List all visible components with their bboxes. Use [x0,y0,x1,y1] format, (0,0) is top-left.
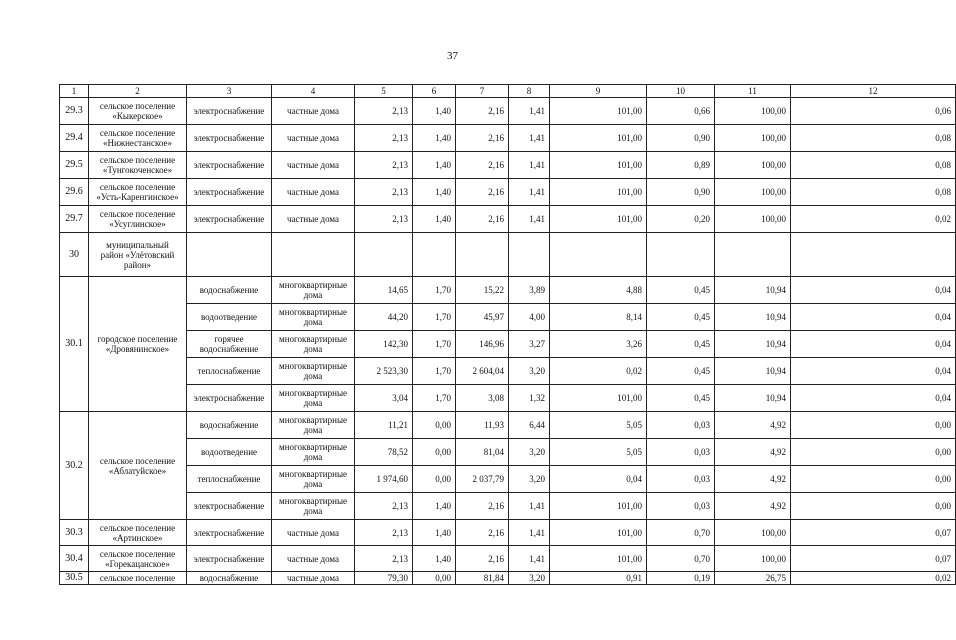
cell-col5: 14,65 [355,277,413,304]
cell-row-number: 29.7 [60,206,89,233]
cell-housing-type: многоквартирные дома [272,331,355,358]
cell-housing-type: многоквартирные дома [272,385,355,412]
cell-col12: 0,02 [791,206,956,233]
cell-col5: 79,30 [355,572,413,585]
cell-col5: 142,30 [355,331,413,358]
cell-empty [509,233,550,277]
cell-col11: 10,94 [715,358,791,385]
cell-col10: 0,03 [647,439,715,466]
cell-col7: 15,22 [456,277,509,304]
cell-col6: 1,40 [413,98,456,125]
cell-service: электроснабжение [187,385,272,412]
cell-col6: 1,70 [413,277,456,304]
cell-col9: 101,00 [550,385,647,412]
cell-col5: 2,13 [355,520,413,546]
cell-col11: 4,92 [715,466,791,493]
cell-col9: 4,88 [550,277,647,304]
cell-col10: 0,66 [647,98,715,125]
cell-col11: 100,00 [715,206,791,233]
cell-col12: 0,08 [791,125,956,152]
cell-row-number: 30 [60,233,89,277]
cell-row-number: 30.5 [60,572,89,585]
column-header: 10 [647,85,715,98]
cell-service: водоотведение [187,439,272,466]
cell-col11: 100,00 [715,520,791,546]
cell-service: электроснабжение [187,179,272,206]
cell-col8: 1,41 [509,125,550,152]
cell-service: электроснабжение [187,546,272,572]
cell-service: теплоснабжение [187,466,272,493]
cell-settlement-name: сельское поселение «Горекацанское» [89,546,187,572]
cell-col9: 101,00 [550,152,647,179]
cell-col7: 3,08 [456,385,509,412]
cell-col6: 0,00 [413,439,456,466]
cell-col10: 0,89 [647,152,715,179]
table-row [60,572,956,585]
cell-col12: 0,07 [791,520,956,546]
cell-col5: 78,52 [355,439,413,466]
cell-col12: 0,02 [791,572,956,585]
cell-col5: 2,13 [355,206,413,233]
column-header: 11 [715,85,791,98]
cell-col11: 26,75 [715,572,791,585]
cell-col6: 0,00 [413,572,456,585]
cell-col10: 0,90 [647,125,715,152]
column-header: 6 [413,85,456,98]
cell-col7: 2 037,79 [456,466,509,493]
table-row [60,546,956,572]
cell-col10: 0,45 [647,358,715,385]
cell-col9: 101,00 [550,546,647,572]
cell-col12: 0,08 [791,152,956,179]
cell-col11: 4,92 [715,493,791,520]
cell-col12: 0,00 [791,466,956,493]
cell-col11: 100,00 [715,546,791,572]
cell-col6: 1,40 [413,493,456,520]
table-row [60,125,956,152]
cell-col9: 0,04 [550,466,647,493]
cell-housing-type: многоквартирные дома [272,304,355,331]
cell-col8: 3,20 [509,466,550,493]
cell-settlement-name: сельское поселение «Усть-Каренгинское» [89,179,187,206]
cell-col9: 5,05 [550,412,647,439]
column-header: 4 [272,85,355,98]
cell-col10: 0,45 [647,331,715,358]
cell-settlement-name: сельское поселение [89,572,187,585]
cell-col10: 0,45 [647,385,715,412]
cell-col6: 1,40 [413,125,456,152]
cell-col7: 2,16 [456,125,509,152]
cell-col6: 1,70 [413,304,456,331]
cell-col7: 2,16 [456,179,509,206]
cell-col11: 100,00 [715,125,791,152]
table-row [60,520,956,546]
page-number: 37 [447,50,458,62]
table-row [60,233,956,277]
column-header: 5 [355,85,413,98]
cell-col9: 101,00 [550,206,647,233]
cell-col10: 0,03 [647,493,715,520]
cell-col7: 11,93 [456,412,509,439]
cell-service: теплоснабжение [187,358,272,385]
cell-col11: 4,92 [715,412,791,439]
table-row [60,206,956,233]
cell-col11: 10,94 [715,385,791,412]
cell-col5: 3,04 [355,385,413,412]
cell-col10: 0,03 [647,412,715,439]
cell-housing-type: многоквартирные дома [272,412,355,439]
cell-housing-type: многоквартирные дома [272,439,355,466]
cell-col12: 0,07 [791,546,956,572]
cell-col6: 1,40 [413,206,456,233]
cell-col6: 1,70 [413,331,456,358]
cell-empty [355,233,413,277]
cell-housing-type: частные дома [272,179,355,206]
cell-col7: 81,84 [456,572,509,585]
table-row [60,439,956,466]
cell-housing-type: многоквартирные дома [272,277,355,304]
cell-col12: 0,04 [791,358,956,385]
cell-row-number: 30.2 [60,412,89,520]
cell-col9: 8,14 [550,304,647,331]
column-header: 9 [550,85,647,98]
cell-service: электроснабжение [187,152,272,179]
cell-col6: 1,40 [413,520,456,546]
cell-col7: 2 604,04 [456,358,509,385]
table-row [60,331,956,358]
cell-col10: 0,20 [647,206,715,233]
table-row [60,98,956,125]
cell-settlement-name: сельское поселение «Нижнестанское» [89,125,187,152]
table-row [60,412,956,439]
cell-col8: 3,20 [509,439,550,466]
cell-col8: 1,41 [509,206,550,233]
cell-row-number: 29.5 [60,152,89,179]
cell-housing-type: частные дома [272,98,355,125]
table-row [60,277,956,304]
cell-col8: 1,41 [509,152,550,179]
cell-col8: 1,41 [509,493,550,520]
cell-col12: 0,00 [791,493,956,520]
cell-housing-type: многоквартирные дома [272,493,355,520]
cell-col8: 1,41 [509,520,550,546]
cell-row-number: 30.3 [60,520,89,546]
cell-col6: 1,40 [413,179,456,206]
cell-service: электроснабжение [187,493,272,520]
cell-service: водоснабжение [187,412,272,439]
cell-col10: 0,70 [647,546,715,572]
cell-empty [715,233,791,277]
cell-col12: 0,04 [791,277,956,304]
cell-col5: 2,13 [355,179,413,206]
cell-col8: 3,20 [509,572,550,585]
cell-col11: 10,94 [715,277,791,304]
cell-col9: 3,26 [550,331,647,358]
cell-col8: 1,41 [509,546,550,572]
cell-col12: 0,04 [791,385,956,412]
cell-col8: 1,41 [509,98,550,125]
cell-row-number: 29.3 [60,98,89,125]
cell-col9: 101,00 [550,179,647,206]
cell-col5: 1 974,60 [355,466,413,493]
cell-col11: 100,00 [715,152,791,179]
cell-service: водоснабжение [187,572,272,585]
cell-col10: 0,19 [647,572,715,585]
cell-col5: 2,13 [355,493,413,520]
cell-col11: 10,94 [715,331,791,358]
cell-col11: 4,92 [715,439,791,466]
cell-col7: 81,04 [456,439,509,466]
cell-col5: 2,13 [355,98,413,125]
cell-empty [187,233,272,277]
cell-row-number: 30.4 [60,546,89,572]
cell-service: электроснабжение [187,98,272,125]
cell-empty [456,233,509,277]
cell-col6: 1,40 [413,152,456,179]
cell-col11: 100,00 [715,179,791,206]
column-header: 1 [60,85,89,98]
cell-housing-type: частные дома [272,520,355,546]
cell-housing-type: частные дома [272,125,355,152]
cell-service: горячее водоснабжение [187,331,272,358]
cell-col6: 1,40 [413,546,456,572]
cell-col12: 0,00 [791,412,956,439]
cell-col10: 0,90 [647,179,715,206]
cell-service: электроснабжение [187,125,272,152]
cell-col7: 146,96 [456,331,509,358]
cell-settlement-name: сельское поселение «Артинское» [89,520,187,546]
cell-col8: 3,89 [509,277,550,304]
cell-row-number: 29.6 [60,179,89,206]
cell-empty [791,233,956,277]
table-row [60,358,956,385]
cell-col8: 3,20 [509,358,550,385]
cell-col12: 0,04 [791,304,956,331]
cell-col5: 11,21 [355,412,413,439]
cell-col9: 101,00 [550,98,647,125]
cell-col9: 0,02 [550,358,647,385]
cell-col9: 5,05 [550,439,647,466]
cell-col11: 10,94 [715,304,791,331]
column-header: 12 [791,85,956,98]
column-header: 8 [509,85,550,98]
cell-settlement-name: городское поселение «Дровянинское» [89,277,187,412]
cell-col9: 0,91 [550,572,647,585]
cell-col7: 45,97 [456,304,509,331]
column-header: 7 [456,85,509,98]
cell-service: водоснабжение [187,277,272,304]
table-row [60,493,956,520]
cell-col5: 2,13 [355,546,413,572]
cell-col8: 6,44 [509,412,550,439]
cell-col10: 0,70 [647,520,715,546]
tariff-table [59,84,956,585]
cell-col10: 0,45 [647,277,715,304]
cell-service: электроснабжение [187,206,272,233]
table-row [60,179,956,206]
cell-col8: 1,41 [509,179,550,206]
cell-col5: 2,13 [355,125,413,152]
cell-row-number: 29.4 [60,125,89,152]
cell-col7: 2,16 [456,546,509,572]
table-row [60,304,956,331]
cell-col11: 100,00 [715,98,791,125]
column-header: 2 [89,85,187,98]
cell-col12: 0,04 [791,331,956,358]
cell-settlement-name: сельское поселение «Кыкерское» [89,98,187,125]
cell-col10: 0,03 [647,466,715,493]
column-header: 3 [187,85,272,98]
cell-col8: 1,32 [509,385,550,412]
table-row [60,466,956,493]
cell-col7: 2,16 [456,206,509,233]
cell-housing-type: частные дома [272,546,355,572]
cell-col10: 0,45 [647,304,715,331]
cell-col5: 2 523,30 [355,358,413,385]
cell-col6: 0,00 [413,412,456,439]
cell-housing-type: частные дома [272,152,355,179]
cell-col7: 2,16 [456,520,509,546]
cell-col8: 3,27 [509,331,550,358]
table-row [60,152,956,179]
cell-col6: 1,70 [413,358,456,385]
cell-col5: 44,20 [355,304,413,331]
cell-col6: 1,70 [413,385,456,412]
cell-empty [272,233,355,277]
cell-empty [550,233,647,277]
cell-col12: 0,06 [791,98,956,125]
cell-col7: 2,16 [456,493,509,520]
cell-settlement-name: сельское поселение «Усуглинское» [89,206,187,233]
cell-service: водоотведение [187,304,272,331]
cell-housing-type: частные дома [272,206,355,233]
cell-empty [413,233,456,277]
cell-district-name: муниципальный район «Улётовский район» [89,233,187,277]
cell-col6: 0,00 [413,466,456,493]
table-row [60,385,956,412]
cell-col12: 0,00 [791,439,956,466]
cell-housing-type: частные дома [272,572,355,585]
cell-col8: 4,00 [509,304,550,331]
table-row [60,85,956,98]
cell-housing-type: многоквартирные дома [272,358,355,385]
cell-settlement-name: сельское поселение «Тунгокоченское» [89,152,187,179]
cell-service: электроснабжение [187,520,272,546]
cell-housing-type: многоквартирные дома [272,466,355,493]
cell-settlement-name: сельское поселение «Аблатуйское» [89,412,187,520]
cell-row-number: 30.1 [60,277,89,412]
cell-col7: 2,16 [456,98,509,125]
cell-col12: 0,08 [791,179,956,206]
cell-col9: 101,00 [550,520,647,546]
cell-col7: 2,16 [456,152,509,179]
cell-col9: 101,00 [550,493,647,520]
cell-empty [647,233,715,277]
cell-col5: 2,13 [355,152,413,179]
cell-col9: 101,00 [550,125,647,152]
